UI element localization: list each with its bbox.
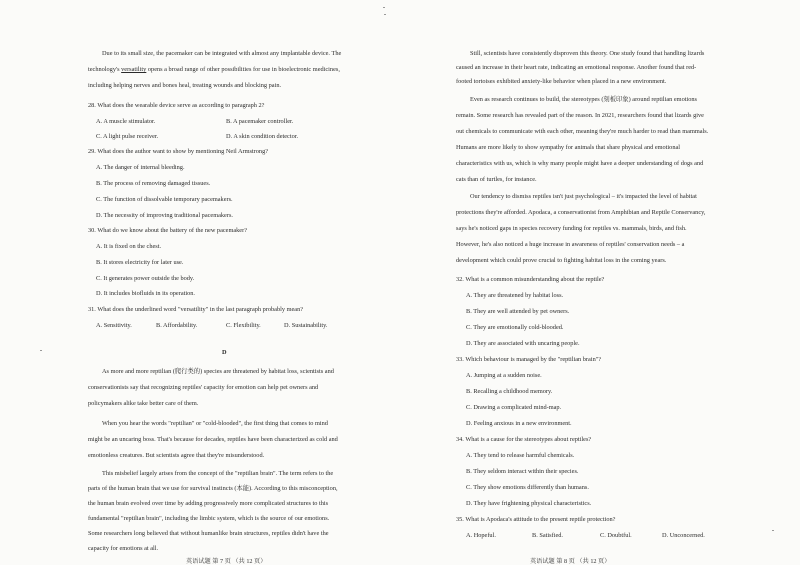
passage-d-para3-line-1: This misbelief largely arises from the concept of the "reptilian brain". The term refers to the <box>102 470 334 477</box>
q35-option-b: B. Satisfied. <box>532 532 563 539</box>
scan-speck <box>772 530 774 531</box>
passage-d-para5-line-4: Humans are more likely to show sympathy for animals that share physical and emotional <box>456 144 681 151</box>
passage-d-para2-line-3: emotionless creatures. But scientists agree that they're misunderstood. <box>88 452 265 459</box>
passage-d-para3-line-4: fundamental "reptilian brain", including the limbic system, which is the source of our emotions. <box>88 515 330 522</box>
question-34: 34. What is a cause for the stereotypes about reptiles? <box>456 436 592 443</box>
q29-option-b: B. The process of removing damaged tissues. <box>96 180 211 187</box>
q28-option-d: D. A skin condition detector. <box>226 133 299 140</box>
passage-d-para5-line-2: remain. Some research has revealed part of the reason. In 2021, researchers found that lizards give <box>456 112 704 119</box>
q35-option-c: C. Doubtful. <box>600 532 632 539</box>
q34-option-b: B. They seldom interact within their species. <box>466 468 579 475</box>
versatility-rest: opens a broad range of other possibilities for use in bioelectronic medicines, <box>146 66 340 73</box>
q32-option-d: D. They are associated with uncaring people. <box>466 340 580 347</box>
q29-option-d: D. The necessity of improving traditional pacemakers. <box>96 212 233 219</box>
q32-option-c: C. They are emotionally cold-blooded. <box>466 324 564 331</box>
question-30: 30. What do we know about the battery of the new pacemaker? <box>88 227 247 234</box>
passage-d-para6-line-2: protections they're afforded. Apodaca, a conservationist from Amphibian and Reptile Conservancy, <box>456 209 706 216</box>
passage-c-last-para-line-1: Due to its small size, the pacemaker can be integrated with almost any implantable device. The <box>102 50 342 57</box>
question-31: 31. What does the underlined word "versatility" in the last paragraph probably mean? <box>88 306 304 313</box>
passage-d-para4-line-2: caused an increase in their heart rate, indicating an emotional response. Another found that red- <box>456 64 697 71</box>
passage-d-para4-line-3: footed tortoises exhibited anxiety-like behavior when placed in a new environment. <box>456 78 667 85</box>
passage-d-para1-line-2: conservationists say that recognizing reptiles' capacity for emotion can help pet owners and <box>88 384 319 391</box>
q29-option-c: C. The function of dissolvable temporary pacemakers. <box>96 196 233 203</box>
q28-option-b: B. A pacemaker controller. <box>226 118 294 125</box>
question-28: 28. What does the wearable device serve as according to paragraph 2? <box>88 102 265 109</box>
passage-d-para5-line-6: cats than of turtles, for instance. <box>456 176 537 183</box>
versatility-underlined-word: versatility <box>121 66 147 73</box>
q35-option-a: A. Hopeful. <box>466 532 496 539</box>
q33-option-a: A. Jumping at a sudden noise. <box>466 372 542 379</box>
question-32: 32. What is a common misunderstanding about the reptile? <box>456 276 605 283</box>
q31-option-c: C. Flexibility. <box>226 322 261 329</box>
section-d-heading: D <box>222 349 227 356</box>
q34-option-a: A. They tend to release harmful chemicals. <box>466 452 575 459</box>
question-29: 29. What does the author want to show by mentioning Neil Armstrong? <box>88 148 269 155</box>
q30-option-d: D. It includes biofluids in its operation. <box>96 290 195 297</box>
passage-d-para5-line-3: out chemicals to communicate with each other, meaning they're much harder to read than mammals. <box>456 128 709 135</box>
passage-d-para6-line-4: However, he's also noticed a huge increase in awareness of reptiles' conservation needs – a <box>456 241 685 248</box>
passage-d-para1-line-3: policymakers alike take better care of them. <box>88 400 199 407</box>
right-page <box>400 0 800 565</box>
passage-d-para6-line-3: says he's noticed gaps in species recovery funding for reptiles vs. mammals, birds, and fish. <box>456 225 687 232</box>
passage-d-para1-line-1: As more and more reptilian (爬行类的) species are threatened by habitat loss, scientists and <box>102 368 334 375</box>
passage-d-para3-line-3: the human brain evolved over time by adding progressively more complicated structures to this <box>88 500 329 507</box>
q29-option-a: A. The danger of internal bleeding. <box>96 164 185 171</box>
q32-option-a: A. They are threatened by habitat loss. <box>466 292 564 299</box>
passage-d-para4-line-1: Still, scientists have consistently disproven this theory. One study found that handling lizards <box>470 50 705 57</box>
passage-d-para5-line-5: characteristics with us, which is why many people might have a deeper understanding of dogs and <box>456 160 704 167</box>
passage-d-para5-line-1: Even as research continues to build, the stereotypes (刻板印象) around reptilian emotions <box>470 96 697 103</box>
q33-option-b: B. Recalling a childhood memory. <box>466 388 553 395</box>
q33-option-d: D. Feeling anxious in a new environment. <box>466 420 572 427</box>
q31-option-a: A. Sensitivity. <box>96 322 132 329</box>
q33-option-c: C. Drawing a complicated mind-map. <box>466 404 562 411</box>
q31-option-d: D. Sustainability. <box>284 322 328 329</box>
q28-option-a: A. A muscle stimulator. <box>96 118 156 125</box>
q34-option-c: C. They show emotions differently than humans. <box>466 484 589 491</box>
technology-word: technology's <box>88 66 122 73</box>
passage-d-para3-line-5: Some researchers long believed that without humanlike brain structures, reptiles didn't have the <box>88 530 329 537</box>
q30-option-c: C. It generates power outside the body. <box>96 275 195 282</box>
q35-option-d: D. Unconcerned. <box>662 532 705 539</box>
q32-option-b: B. They are well attended by pet owners. <box>466 308 570 315</box>
passage-d-para2-line-2: might be an uncaring boss. That's because for decades, reptiles have been characterized as cold and <box>88 436 338 443</box>
passage-d-para3-line-6: capacity for emotions at all. <box>88 545 159 552</box>
question-35: 35. What is Apodaca's attitude to the present reptile protection? <box>456 516 616 523</box>
passage-d-para2-line-1: When you hear the words "reptilian" or "cold-blooded", the first thing that comes to mind <box>102 420 328 427</box>
passage-d-para6-line-5: development which could prove crucial to fighting habitat loss in the coming years. <box>456 257 667 264</box>
q28-option-c: C. A light pulse receiver. <box>96 133 159 140</box>
q34-option-d: D. They have frightening physical characteristics. <box>466 500 592 507</box>
q31-option-b: B. Affordability. <box>156 322 198 329</box>
passage-c-last-para-line-3: including helping nerves and bones heal, treating wounds and blocking pain. <box>88 82 282 89</box>
passage-c-last-para-line-2 <box>88 66 340 73</box>
passage-d-para3-line-2: parts of the human brain that we use for survival instincts (本能). According to this misconception, <box>88 485 338 492</box>
passage-d-para6-line-1: Our tendency to dismiss reptiles isn't just psychological – it's impacted the level of habitat <box>470 193 697 200</box>
scan-speck <box>383 7 385 8</box>
left-page-footer: 英语试题 第 7 页 （共 12 页） <box>186 558 267 565</box>
scan-speck <box>40 350 42 351</box>
q30-option-a: A. It is fixed on the chest. <box>96 243 162 250</box>
right-page-footer: 英语试题 第 8 页 （共 12 页） <box>530 558 611 565</box>
question-33: 33. Which behaviour is managed by the "reptilian brain"? <box>456 356 602 363</box>
scan-speck <box>384 14 386 15</box>
q30-option-b: B. It stores electricity for later use. <box>96 259 184 266</box>
